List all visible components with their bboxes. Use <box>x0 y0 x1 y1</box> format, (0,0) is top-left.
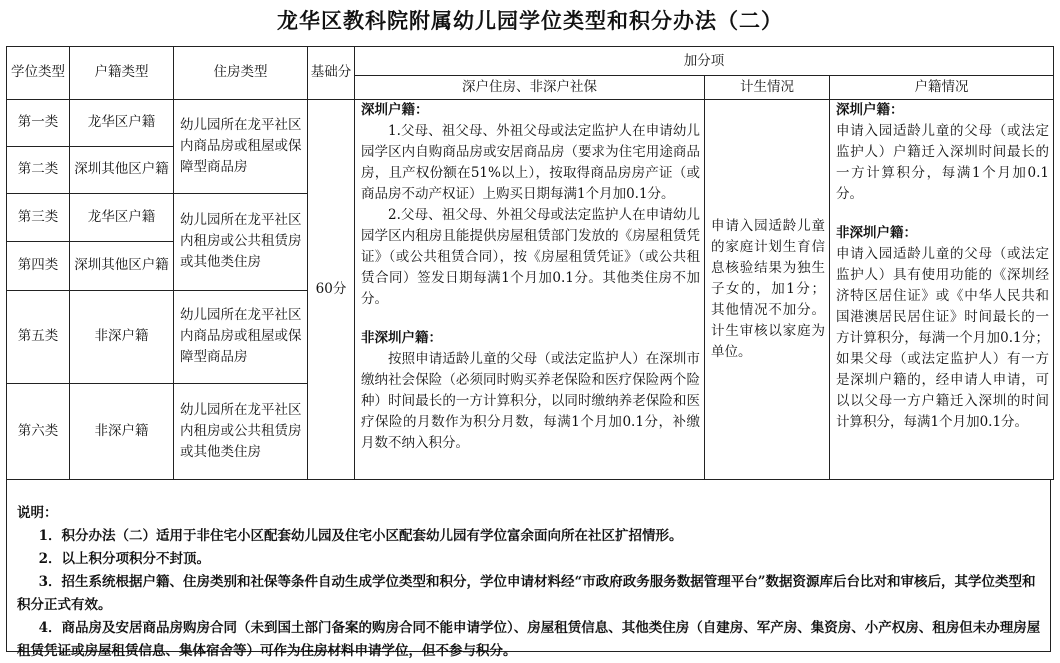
header-housing: 住房类型 <box>174 47 308 100</box>
hukou-bonus-sz-heading: 深圳户籍： <box>836 101 904 118</box>
note-item: 2．以上积分项积分不封顶。 <box>38 551 210 567</box>
housing-type: 幼儿园所在龙平社区内租房或公共租赁房或其他类住房 <box>174 383 308 479</box>
row-hukou: 龙华区户籍 <box>70 193 174 242</box>
housing-bonus-sz-heading: 深圳户籍： <box>361 101 429 118</box>
header-type: 学位类型 <box>7 47 70 100</box>
row-type: 第二类 <box>7 147 70 194</box>
housing-bonus-non-heading: 非深圳户籍： <box>361 329 442 346</box>
header-hukou: 户籍类型 <box>70 47 174 100</box>
housing-type: 幼儿园所在龙平社区内商品房或租屋或保障型商品房 <box>174 290 308 383</box>
housing-type: 幼儿园所在龙平社区内商品房或租屋或保障型商品房 <box>174 99 308 193</box>
note-item: 3．招生系统根据户籍、住房类别和社保等条件自动生成学位类型和积分，学位申请材料经“市政府政务服务数据管理平台”数据资源库后台比对和审核后，其学位类型和积分正式有效。 <box>17 574 1036 613</box>
base-score: 60分 <box>308 99 355 479</box>
notes-section <box>6 480 1051 659</box>
row-type: 第六类 <box>7 383 70 479</box>
row-hukou: 深圳其他区户籍 <box>70 242 174 291</box>
header-bonus: 加分项 <box>355 47 1054 76</box>
row-type: 第四类 <box>7 242 70 291</box>
row-type: 第一类 <box>7 99 70 147</box>
subheader-housing: 深户住房、非深户社保 <box>355 76 705 99</box>
housing-bonus <box>355 99 705 479</box>
hukou-bonus <box>830 99 1054 479</box>
note-item: 1．积分办法（二）适用于非住宅小区配套幼儿园及住宅小区配套幼儿园有学位富余面向所在社区扩招情形。 <box>38 528 683 544</box>
subheader-hukou: 户籍情况 <box>830 76 1054 99</box>
notes-heading: 说明： <box>17 505 58 521</box>
subheader-family-planning: 计生情况 <box>705 76 830 99</box>
family-planning: 申请入园适龄儿童的家庭计划生育信息核验结果为独生子女的，加1分；其他情况不加分。计生审核以家庭为单位。 <box>705 99 830 479</box>
hukou-bonus-sz-p1: 申请入园适龄儿童的父母（或法定监护人）户籍迁入深圳时间最长的一方计算积分，每满1个月加0.1分。 <box>836 122 1050 202</box>
housing-bonus-non-p1: 按照申请适龄儿童的父母（或法定监护人）在深圳市缴纳社会保险（必须同时购买养老保险和医疗保险两个险种）时间最长的一方计算积分，以同时缴纳养老保险和医疗保险的月数作为积分月数，每满1个月加0.1分，补缴月数不纳入积分。 <box>361 350 700 451</box>
row-hukou: 非深户籍 <box>70 383 174 479</box>
note-item: 4．商品房及安居商品房购房合同（未到国土部门备案的购房合同不能申请学位）、房屋租赁信息、其他类住房（自建房、军产房、集资房、小产权房、租房但未办理房屋租赁凭证或房屋租赁信息、集体宿舍等）可作为住房材料申请学位，但不参与积分。 <box>17 620 1041 659</box>
housing-type: 幼儿园所在龙平社区内租房或公共租赁房或其他类住房 <box>174 193 308 290</box>
row-type: 第五类 <box>7 290 70 383</box>
row-hukou: 非深户籍 <box>70 290 174 383</box>
page-title: 龙华区教科院附属幼儿园学位类型和积分办法（二） <box>277 9 783 33</box>
housing-bonus-sz-p2: 2.父母、祖父母、外祖父母或法定监护人在申请幼儿园学区内租房且能提供房屋租赁部门发放的《房屋租赁凭证》（或公共租赁合同），按《房屋租赁凭证》（或公共租赁合同）签发日期每满1个月加0.1分。其他类住房不加分。 <box>361 206 700 307</box>
housing-bonus-sz-p1: 1.父母、祖父母、外祖父母或法定监护人在申请幼儿园学区内自购商品房或安居商品房（要求为住宅用途商品房，且产权份额在51%以上），按取得商品房房产证（或商品房不动产权证）上购买日期每满1个月加0.1分。 <box>361 122 700 202</box>
row-hukou: 深圳其他区户籍 <box>70 147 174 194</box>
row-type: 第三类 <box>7 193 70 242</box>
hukou-bonus-non-heading: 非深圳户籍： <box>836 224 917 241</box>
row-hukou: 龙华区户籍 <box>70 99 174 147</box>
admission-points-table <box>6 46 1054 480</box>
header-base-score: 基础分 <box>308 47 355 100</box>
hukou-bonus-non-p1: 申请入园适龄儿童的父母（或法定监护人）具有使用功能的《深圳经济特区居住证》或《中华人民共和国港澳居民居住证》时间最长的一方计算积分，每满一个月加0.1分；如果父母（或法定监护人）有一方是深圳户籍的，经申请人申请，可以以父母一方户籍迁入深圳的时间计算积分，每满1个月加0.1分。 <box>836 245 1050 430</box>
